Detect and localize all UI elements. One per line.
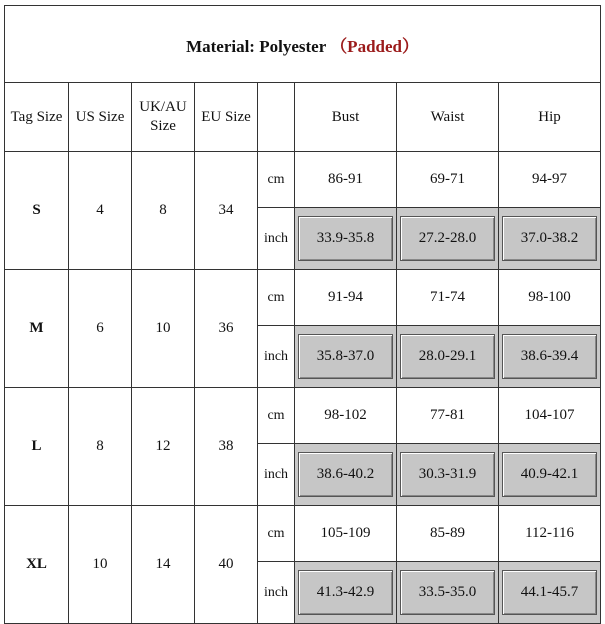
waist-inch-cell: [397, 562, 499, 624]
bust-inch-cell: [295, 208, 397, 270]
eu-size-cell: 34: [195, 152, 258, 270]
uk-au-size-cell: 10: [132, 270, 195, 388]
header-bust: Bust: [295, 83, 397, 152]
unit-cell-cm: cm: [258, 506, 295, 562]
hip-cm-cell: 98-100: [499, 270, 601, 326]
waist-inch-value: 33.5-35.0: [400, 570, 495, 615]
title-label: Material: Polyester: [186, 36, 326, 56]
tag-size-cell: S: [5, 152, 69, 270]
bust-inch-value: 38.6-40.2: [298, 452, 393, 497]
uk-au-size-cell: 14: [132, 506, 195, 624]
waist-inch-value: 30.3-31.9: [400, 452, 495, 497]
hip-cm-cell: 104-107: [499, 388, 601, 444]
hip-inch-cell: [499, 444, 601, 506]
eu-size-cell: 36: [195, 270, 258, 388]
eu-size-cell: 40: [195, 506, 258, 624]
header-uk-au-size-text: UK/AU Size: [139, 99, 187, 134]
bust-cm-cell: 98-102: [295, 388, 397, 444]
bust-inch-value: 41.3-42.9: [298, 570, 393, 615]
hip-inch-cell: [499, 562, 601, 624]
hip-inch-cell: [499, 208, 601, 270]
unit-cell-inch: inch: [258, 208, 295, 270]
header-us-size: US Size: [69, 83, 132, 152]
us-size-cell: 8: [69, 388, 132, 506]
hip-inch-value: 40.9-42.1: [502, 452, 597, 497]
header-uk-au-size: [132, 83, 195, 152]
unit-cell-cm: cm: [258, 152, 295, 208]
us-size-cell: 4: [69, 152, 132, 270]
header-waist: Waist: [397, 83, 499, 152]
title-note: （Padded）: [330, 36, 419, 56]
header-hip: Hip: [499, 83, 601, 152]
unit-cell-inch: inch: [258, 444, 295, 506]
bust-cm-cell: 105-109: [295, 506, 397, 562]
waist-inch-value: 28.0-29.1: [400, 334, 495, 379]
hip-inch-value: 44.1-45.7: [502, 570, 597, 615]
table-row: [5, 506, 601, 562]
bust-cm-cell: 91-94: [295, 270, 397, 326]
unit-cell-inch: inch: [258, 562, 295, 624]
unit-cell-cm: cm: [258, 388, 295, 444]
waist-inch-cell: [397, 326, 499, 388]
header-tag-size: Tag Size: [5, 83, 69, 152]
unit-cell-cm: cm: [258, 270, 295, 326]
waist-inch-cell: [397, 208, 499, 270]
waist-cm-cell: 85-89: [397, 506, 499, 562]
header-eu-size: EU Size: [195, 83, 258, 152]
bust-cm-cell: 86-91: [295, 152, 397, 208]
tag-size-cell: L: [5, 388, 69, 506]
hip-inch-value: 37.0-38.2: [502, 216, 597, 261]
header-unit: [258, 83, 295, 152]
bust-inch-cell: [295, 326, 397, 388]
uk-au-size-cell: 8: [132, 152, 195, 270]
bust-inch-value: 33.9-35.8: [298, 216, 393, 261]
title-row: [5, 6, 601, 83]
waist-cm-cell: 69-71: [397, 152, 499, 208]
tag-size-cell: M: [5, 270, 69, 388]
us-size-cell: 6: [69, 270, 132, 388]
waist-cm-cell: 71-74: [397, 270, 499, 326]
waist-cm-cell: 77-81: [397, 388, 499, 444]
us-size-cell: 10: [69, 506, 132, 624]
uk-au-size-cell: 12: [132, 388, 195, 506]
bust-inch-cell: [295, 444, 397, 506]
table-row: [5, 152, 601, 208]
size-chart-table: [4, 5, 601, 624]
unit-cell-inch: inch: [258, 326, 295, 388]
waist-inch-cell: [397, 444, 499, 506]
tag-size-cell: XL: [5, 506, 69, 624]
eu-size-cell: 38: [195, 388, 258, 506]
bust-inch-value: 35.8-37.0: [298, 334, 393, 379]
hip-cm-cell: 112-116: [499, 506, 601, 562]
waist-inch-value: 27.2-28.0: [400, 216, 495, 261]
table-row: [5, 388, 601, 444]
table-title: [5, 6, 601, 83]
table-row: [5, 270, 601, 326]
hip-inch-cell: [499, 326, 601, 388]
header-row: [5, 83, 601, 152]
bust-inch-cell: [295, 562, 397, 624]
hip-inch-value: 38.6-39.4: [502, 334, 597, 379]
hip-cm-cell: 94-97: [499, 152, 601, 208]
